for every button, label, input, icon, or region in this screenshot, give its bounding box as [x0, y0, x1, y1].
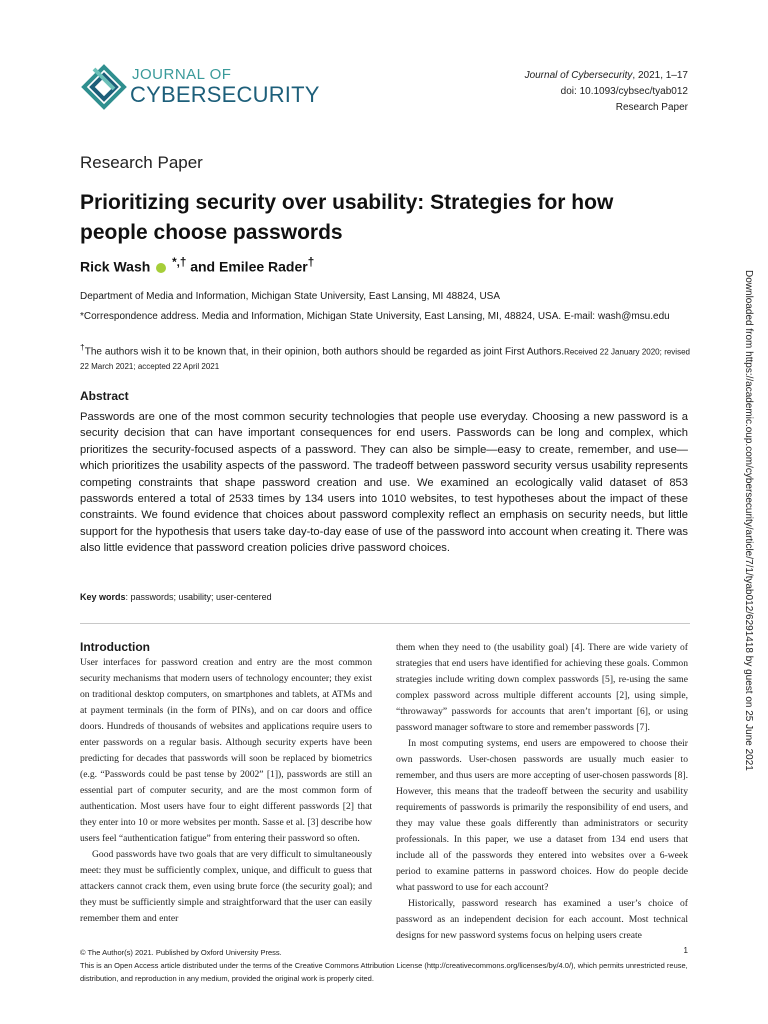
abstract-heading: Abstract — [80, 389, 129, 403]
footer — [80, 946, 690, 985]
license-text: This is an Open Access article distributed under the terms of the Creative Commons Attribution License (http://creativecommons.org/licenses/by/4.0/), which permits unrestricted reuse, distribution, and reproduction in any medium, provided the original work is properly cited. — [80, 961, 688, 983]
paragraph: Good passwords have two goals that are very difficult to simultaneously meet: they must be sufficiently complex, unique, and difficult to guess that attackers cannot crack them, even using brute force (the security goal); and they must be sufficiently simple and straightforward that the user can easily remember them and enter — [80, 849, 372, 924]
paragraph: User interfaces for password creation and entry are the most common security mechanisms that modern users of technology encounter; they exist on traditional desktop computers, on smartphones and tablets, at ATMs and at payment terminals (in the form of PINs), and on car doors and office doors. Hundreds of thousands of websites and applications require users to enter passwords on a regular basis. Although security experts have been predicting for decades that passwords will soon be replaced by biometrics (e.g. “Passwords could be past tense by 2002” [1]), passwords are still an essential part of computer security, and are the most common form of authentication. Most users have four to eight different passwords [2] that they enter into 10 or more websites per month. Sasse et al. [3] describe how users feel “authentication fatigue” from entering their password so often. — [80, 657, 372, 844]
equal-contribution-text: The authors wish it to be known that, in their opinion, both authors should be regarded as joint First Authors. — [84, 346, 565, 358]
body-column-left — [80, 655, 372, 927]
body-column-right — [396, 640, 688, 944]
author-emilee-rader[interactable]: and Emilee Rader — [186, 258, 308, 275]
correspondence: *Correspondence address. Media and Information, Michigan State University, East Lansing, MI, 48824, USA. E-mail: wash@msu.edu — [80, 311, 670, 322]
page-number: 1 — [683, 946, 688, 955]
equal-contribution-note — [80, 340, 690, 374]
affiliation: Department of Media and Information, Michigan State University, East Lansing, MI 48824, USA — [80, 291, 501, 302]
logo-text-journal-of: JOURNAL OF — [132, 66, 232, 83]
paragraph: In most computing systems, end users are empowered to choose their own passwords. User-chosen passwords are usually much easier to remember, and thus users are more accepting of user-chosen passwords [8]. However, this means that the tradeoff between the security and usability requirements of passwords is primarily the responsibility of end users, and they may value these goals differently than administrators or security professionals. In this paper, we use a dataset from 134 end users that include all of the passwords they entered into websites over a 6-week period to examine patterns in password choices. How do people decide what password to use for each account? — [396, 738, 688, 893]
article-type: Research Paper — [80, 153, 203, 172]
author1-marks: *,† — [172, 256, 187, 269]
journal-name: Journal of Cybersecurity — [524, 70, 633, 81]
logo-text-cybersecurity: CYBERSECURITY — [130, 82, 320, 107]
equal-mark: † — [80, 342, 85, 352]
article-dates: Received 22 January 2020; revised 22 March 2021; accepted 22 April 2021 — [80, 347, 690, 372]
paragraph: them when they need to (the usability goal) [4]. There are wide variety of strategies that end users have identified for achieving these goals. Common strategies include writing down complex passwords [5], re-using the same complex password across multiple different accounts [2], using simple, “throwaway” passwords for accounts that aren’t important [6], or using password manager software to store and remember passwords [7]. — [396, 642, 688, 733]
citation-block — [525, 68, 688, 116]
paragraph: Historically, password research has examined a user’s choice of password as an independent decision for each account. Most technical designs for new password systems focus on helping users create — [396, 898, 688, 941]
abstract-text: Passwords are one of the most common security technologies that people use everyday. Choosing a new password is a security decision that can have important consequences for end users. Passwords can be long and complex, which prioritizes the security-focused aspects of a password. They can also be simple—easy to create, remember, and use—which prioritizes the usability aspects of the password. The tradeoff between password security versus usability represents competing constraints that shape password creation and use. We examined an ecologically valid dataset of 853 passwords entered a total of 2533 times by 134 users into 1010 websites, to test hypotheses about the impact of these constraints. We found evidence that choices about password complexity reflect an emphasis on security needs, but little support for the hypothesis that users take day-to-day ease of use of the password into account when creating it. There was also little evidence that password creation policies drive password choices. — [80, 411, 688, 555]
article-title: Prioritizing security over usability: Strategies for how people choose passwords — [80, 191, 614, 244]
section-label: Research Paper — [615, 102, 688, 113]
section-divider — [80, 623, 690, 624]
introduction-heading: Introduction — [80, 640, 150, 654]
citation-volume: , 2021, 1–17 — [632, 70, 688, 81]
keywords-list: : passwords; usability; user-centered — [125, 592, 272, 602]
download-watermark: Downloaded from https://academic.oup.com/cybersecurity/article/7/1/tyab012/6291418 by guest on 25 June 2021 — [743, 270, 754, 771]
author2-mark: † — [307, 256, 315, 269]
keywords-label: Key words — [80, 592, 126, 602]
keywords — [80, 592, 272, 602]
orcid-icon[interactable] — [156, 263, 166, 273]
copyright: © The Author(s) 2021. Published by Oxford University Press. — [80, 948, 282, 957]
author-rick-wash[interactable]: Rick Wash — [80, 258, 151, 275]
author-list — [80, 256, 314, 275]
doi[interactable]: doi: 10.1093/cybsec/tyab012 — [560, 86, 688, 97]
